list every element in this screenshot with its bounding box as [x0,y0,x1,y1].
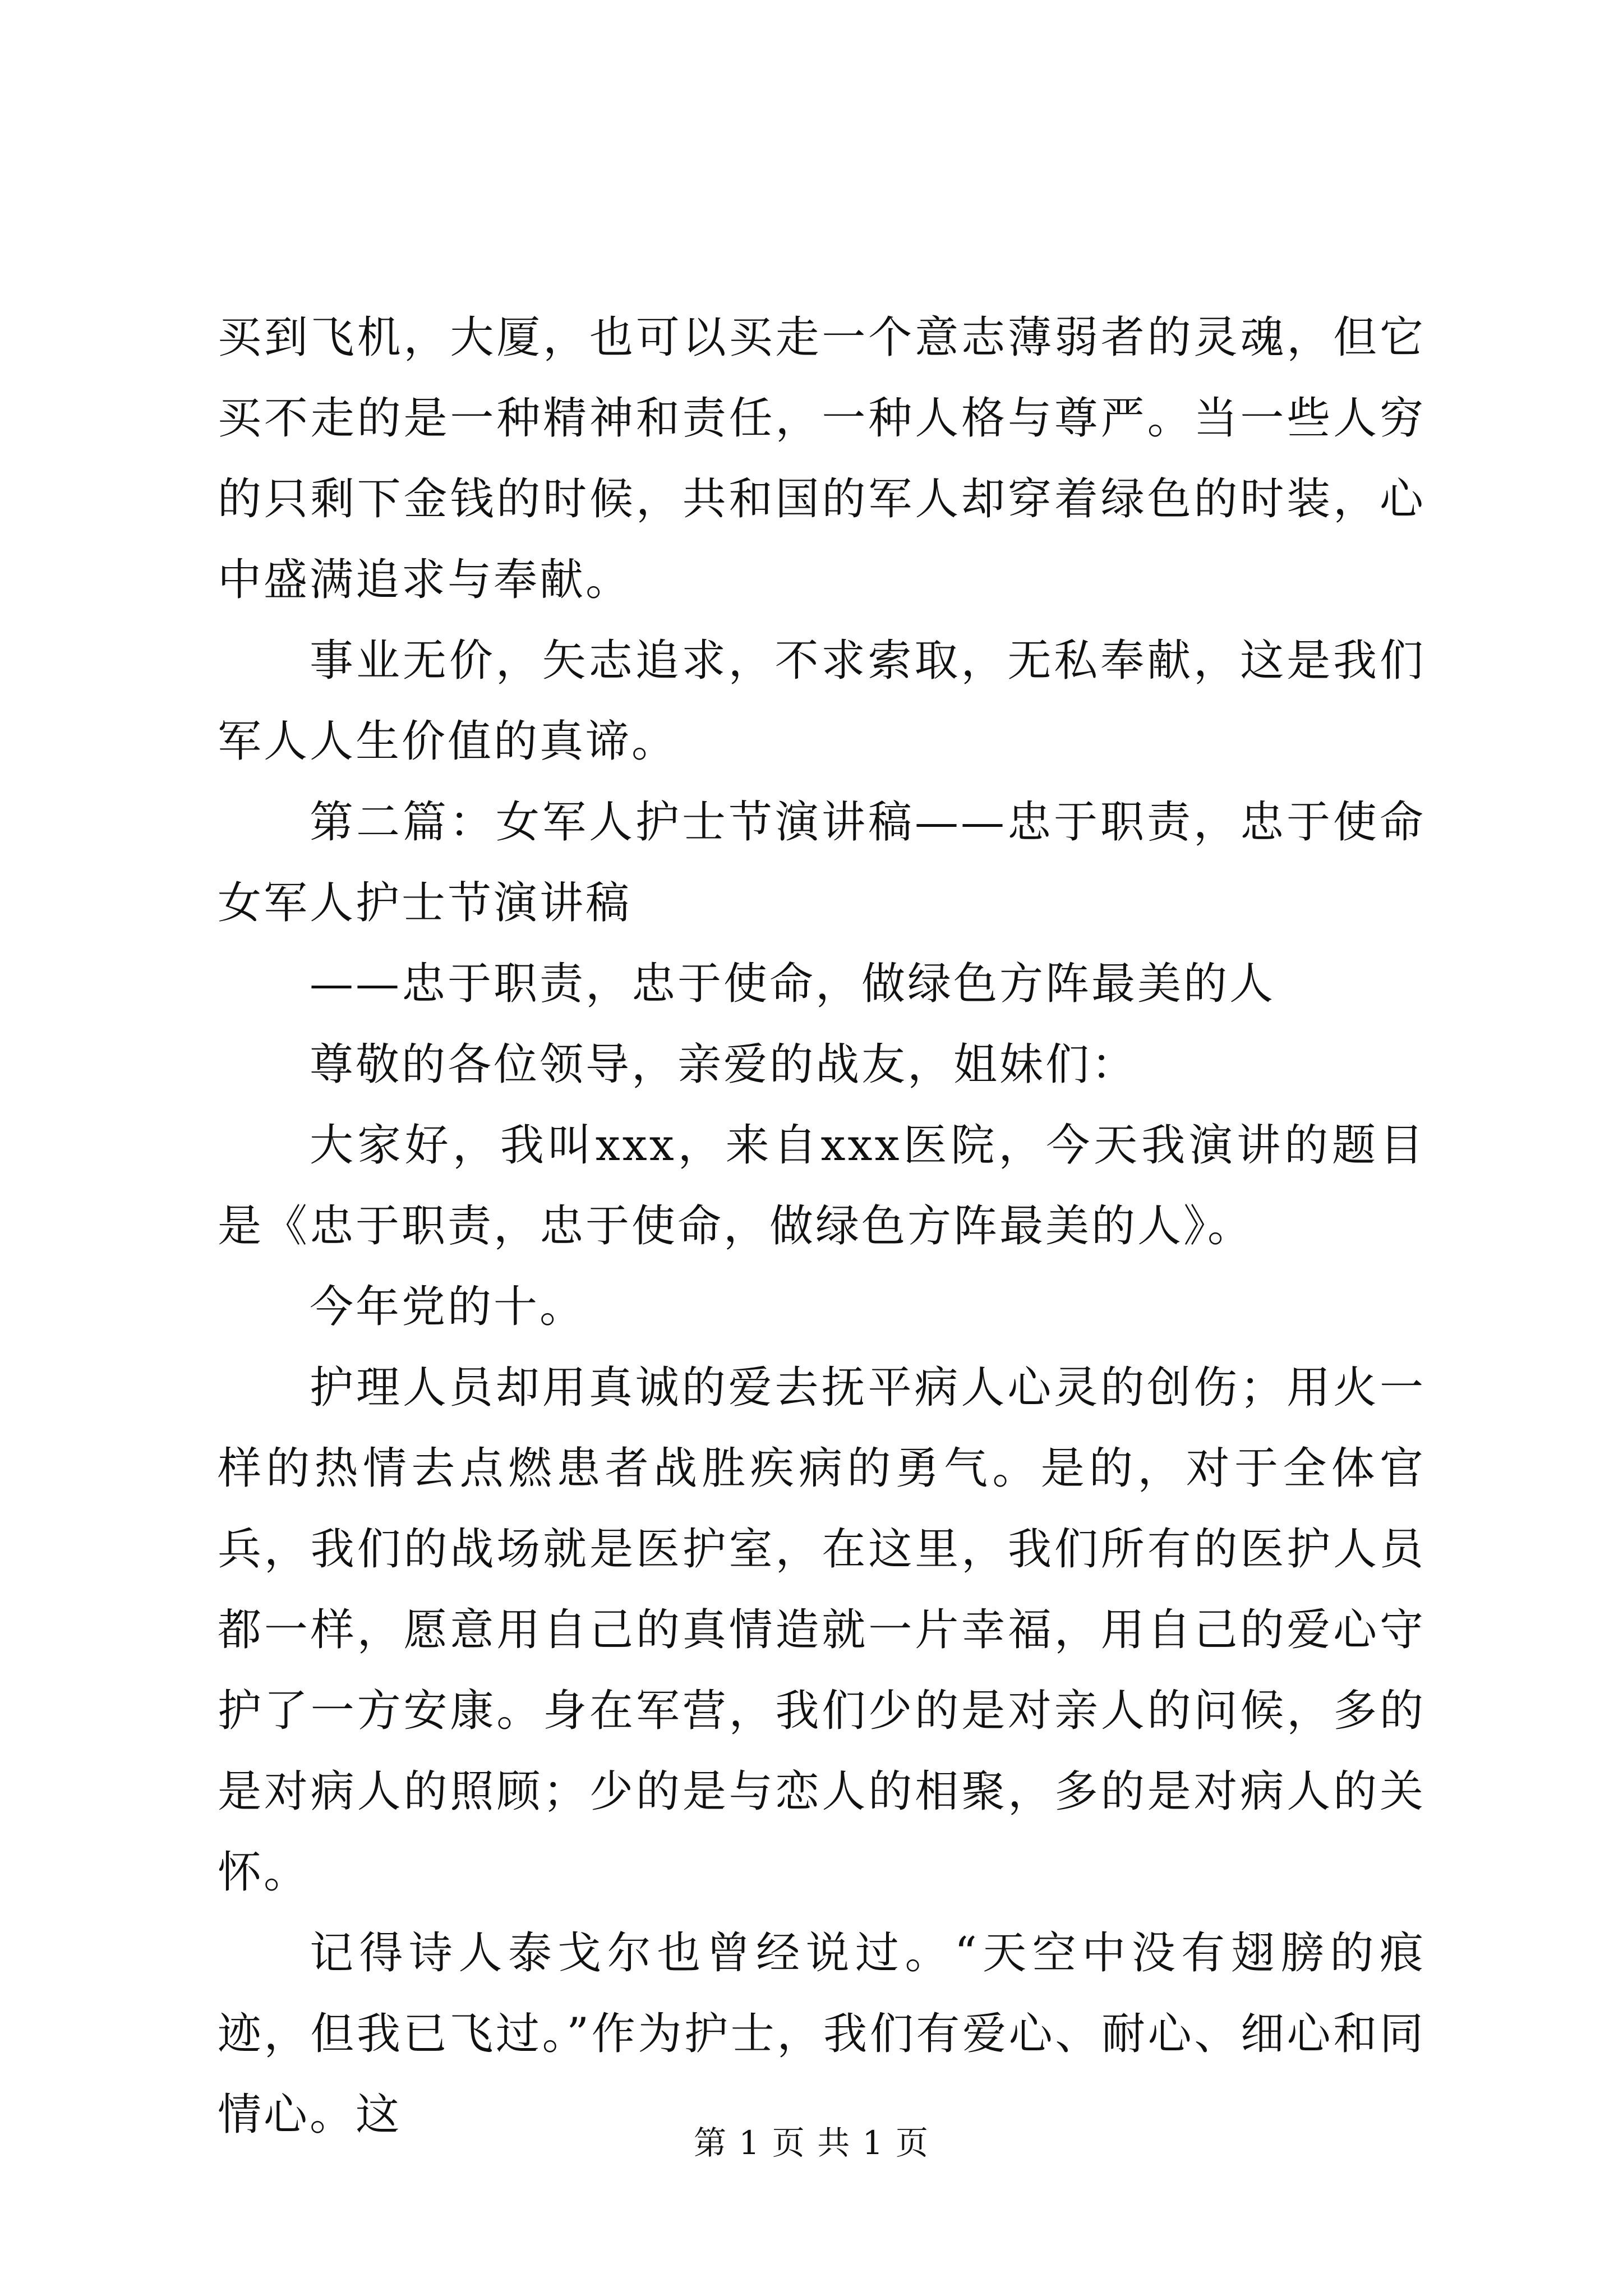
paragraph-3-heading: 第二篇：女军人护士节演讲稿——忠于职责，忠于使命女军人护士节演讲稿 [218,797,1426,928]
paragraph-9: 记得诗人泰戈尔也曾经说过。“天空中没有翅膀的痕迹，但我已飞过。”作为护士，我们有爱心、耐心、细心和同情心。这 [218,1928,1426,2140]
page-footer: 第 1 页 共 1 页 [694,2124,929,2162]
paragraph-2: 事业无价，矢志追求，不求索取，无私奉献，这是我们军人人生价值的真谛。 [218,636,1426,767]
paragraph-1: 买到飞机，大厦，也可以买走一个意志薄弱者的灵魂，但它买不走的是一种精神和责任，一种人格与尊严。当一些人穷的只剩下金钱的时候，共和国的军人却穿着绿色的时装，心中盛满追求与奉献。 [218,312,1426,605]
paragraph-7: 今年党的十。 [310,1282,586,1332]
document-body [218,297,1426,2155]
paragraph-4-subtitle: ——忠于职责，忠于使命，做绿色方阵最美的人 [310,959,1276,1009]
paragraph-6: 大家好，我叫xxx，来自xxx医院，今天我演讲的题目是《忠于职责，忠于使命，做绿色方阵最美的人》。 [218,1120,1426,1251]
paragraph-5-salutation: 尊敬的各位领导，亲爱的战友，姐妹们： [310,1039,1138,1090]
paragraph-8: 护理人员却用真诚的爱去抚平病人心灵的创伤；用火一样的热情去点燃患者战胜疾病的勇气。是的，对于全体官兵，我们的战场就是医护室，在这里，我们所有的医护人员都一样，愿意用自己的真情造就一片幸福，用自己的爱心守护了一方安康。身在军营，我们少的是对亲人的问候，多的是对病人的照顾；少的是与恋人的相聚，多的是对病人的关怀。 [218,1363,1426,1898]
